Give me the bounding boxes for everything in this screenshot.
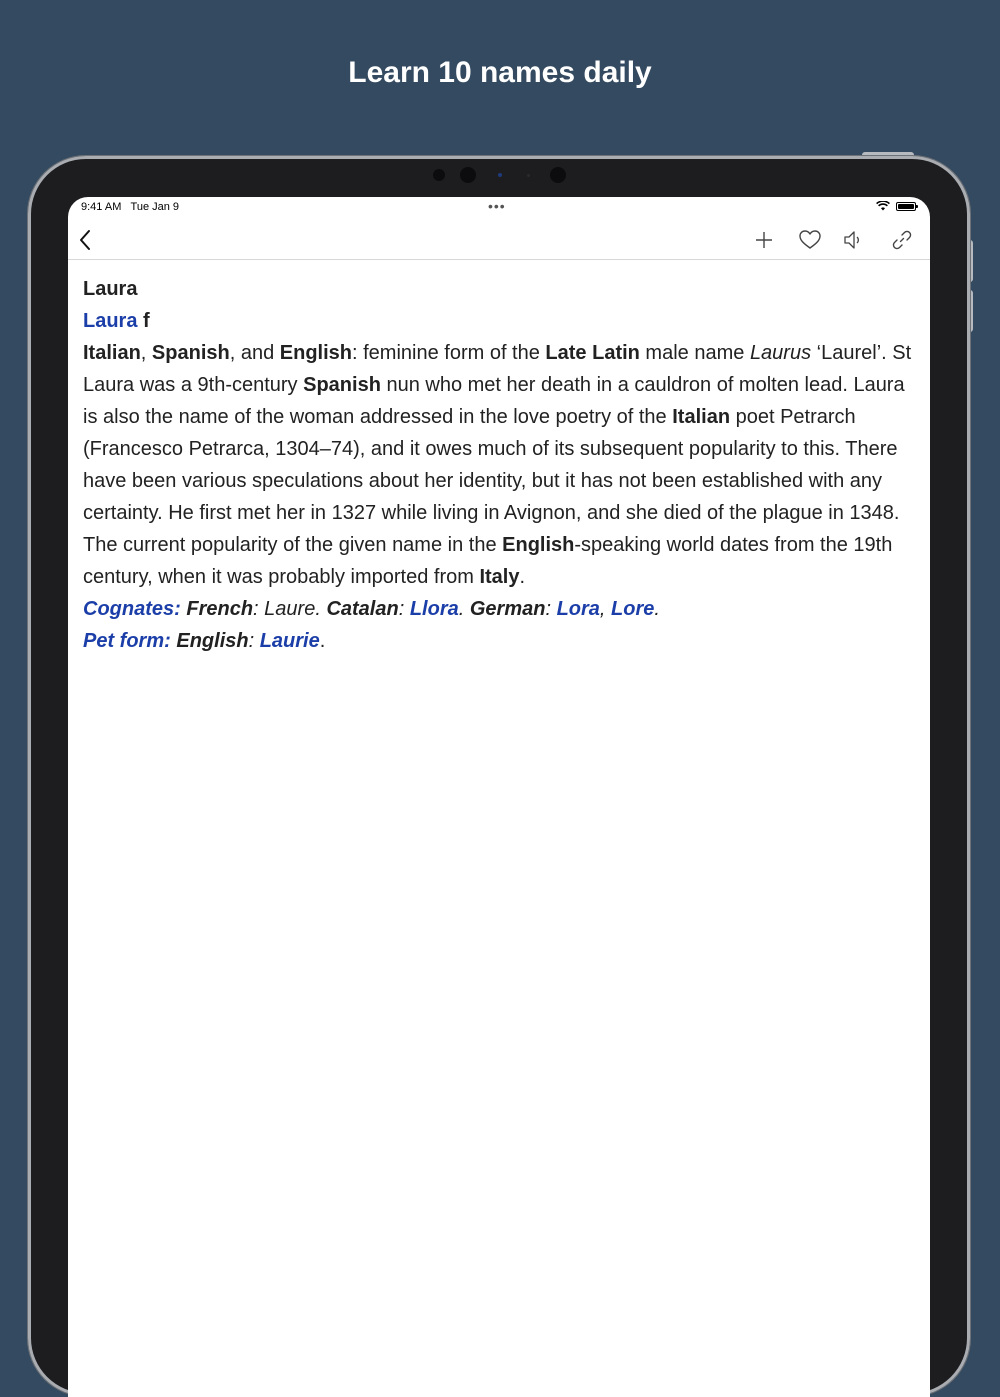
cognate-lang-catalan: Catalan bbox=[326, 598, 399, 620]
camera-lens bbox=[460, 167, 476, 183]
pet-form-lang-english: English bbox=[176, 630, 249, 652]
lang-english-2: English bbox=[502, 534, 575, 556]
entry-definition bbox=[83, 337, 914, 593]
text-fragment: . bbox=[654, 598, 660, 620]
cognate-link-lore[interactable]: Lore bbox=[611, 598, 655, 620]
pronounce-button[interactable] bbox=[838, 225, 868, 255]
name-link[interactable]: Laura bbox=[83, 310, 138, 332]
lang-spanish-2: Spanish bbox=[303, 374, 381, 396]
status-indicators bbox=[876, 201, 916, 211]
text-fragment: . bbox=[319, 630, 326, 652]
battery-level bbox=[898, 204, 914, 209]
battery-icon bbox=[896, 202, 916, 211]
text-fragment: poet Petrarch (Francesco Petrarca, 1304–74), and it owes much of its subsequent popularity to this. There have been various speculations about her identity, but it has not been established with any certainty. He first met her in 1327 while living in Avignon, and she died of the plague in 1348. The current popularity of the given name in the bbox=[83, 406, 900, 556]
speaker-icon bbox=[843, 230, 863, 250]
camera-indicator bbox=[498, 173, 502, 177]
app-screen bbox=[68, 197, 930, 1397]
plus-icon bbox=[755, 231, 773, 249]
back-button[interactable] bbox=[70, 225, 100, 255]
text-fragment: nun who met her death in a cauldron of molten lead. Laura is also the name of the woman addressed in the love poetry of the bbox=[83, 374, 905, 428]
text-fragment: male name bbox=[639, 342, 750, 364]
pet-form-link-laurie[interactable]: Laurie bbox=[259, 630, 320, 652]
sensor-dot bbox=[433, 169, 445, 181]
copy-link-button[interactable] bbox=[887, 225, 917, 255]
text-fragment: : bbox=[248, 630, 260, 652]
text-fragment: -speaking world dates from the 19th century, when it was probably imported from bbox=[83, 534, 893, 588]
cognates-label: Cognates: bbox=[83, 598, 181, 620]
chevron-left-icon bbox=[78, 229, 92, 251]
multitasking-dots[interactable]: ••• bbox=[488, 198, 506, 214]
add-button[interactable] bbox=[749, 225, 779, 255]
lang-late-latin: Late Latin bbox=[545, 342, 640, 364]
pet-form-label: Pet form: bbox=[83, 630, 171, 652]
cognate-lang-french: French bbox=[186, 598, 254, 620]
status-date: Tue Jan 9 bbox=[130, 201, 180, 213]
cognate-link-llora[interactable]: Llora bbox=[409, 598, 459, 620]
entry-content bbox=[83, 273, 914, 657]
name-laurus: Laurus bbox=[749, 342, 812, 364]
text-fragment: , bbox=[140, 342, 152, 364]
heart-icon bbox=[799, 230, 821, 250]
text-fragment: , and bbox=[229, 342, 280, 364]
cognate-name-laure: Laure bbox=[264, 598, 316, 620]
status-clock: 9:41 AM bbox=[81, 201, 122, 213]
sensor-dot-small bbox=[527, 174, 530, 177]
front-sensor bbox=[550, 167, 566, 183]
lang-english: English bbox=[279, 342, 352, 364]
gender-marker: f bbox=[143, 310, 150, 332]
link-icon bbox=[892, 230, 912, 250]
country-italy: Italy bbox=[479, 566, 520, 588]
text-fragment: . bbox=[458, 598, 470, 620]
text-fragment: , bbox=[599, 598, 612, 620]
text-fragment: . bbox=[315, 598, 327, 620]
text-fragment: : bbox=[253, 598, 265, 620]
status-time bbox=[81, 201, 179, 213]
text-fragment: : bbox=[545, 598, 557, 620]
entry-name-line bbox=[83, 305, 914, 337]
cognates-line bbox=[83, 593, 914, 625]
entry-headword: Laura bbox=[83, 278, 138, 300]
text-fragment: : feminine form of the bbox=[352, 342, 546, 364]
status-bar bbox=[68, 197, 930, 219]
favorite-button[interactable] bbox=[795, 225, 825, 255]
text-fragment: . bbox=[519, 566, 526, 588]
wifi-icon bbox=[876, 201, 890, 211]
lang-spanish: Spanish bbox=[151, 342, 230, 364]
lang-italian: Italian bbox=[83, 342, 141, 364]
navigation-bar bbox=[68, 219, 930, 260]
cognate-lang-german: German bbox=[469, 598, 546, 620]
lang-italian-2: Italian bbox=[672, 406, 731, 428]
text-fragment: ‘Laurel’. St Laura was a 9th-century bbox=[83, 342, 912, 396]
text-fragment: : bbox=[398, 598, 410, 620]
cognate-link-lora[interactable]: Lora bbox=[556, 598, 600, 620]
pet-form-line bbox=[83, 625, 914, 657]
promo-title: Learn 10 names daily bbox=[348, 56, 652, 89]
